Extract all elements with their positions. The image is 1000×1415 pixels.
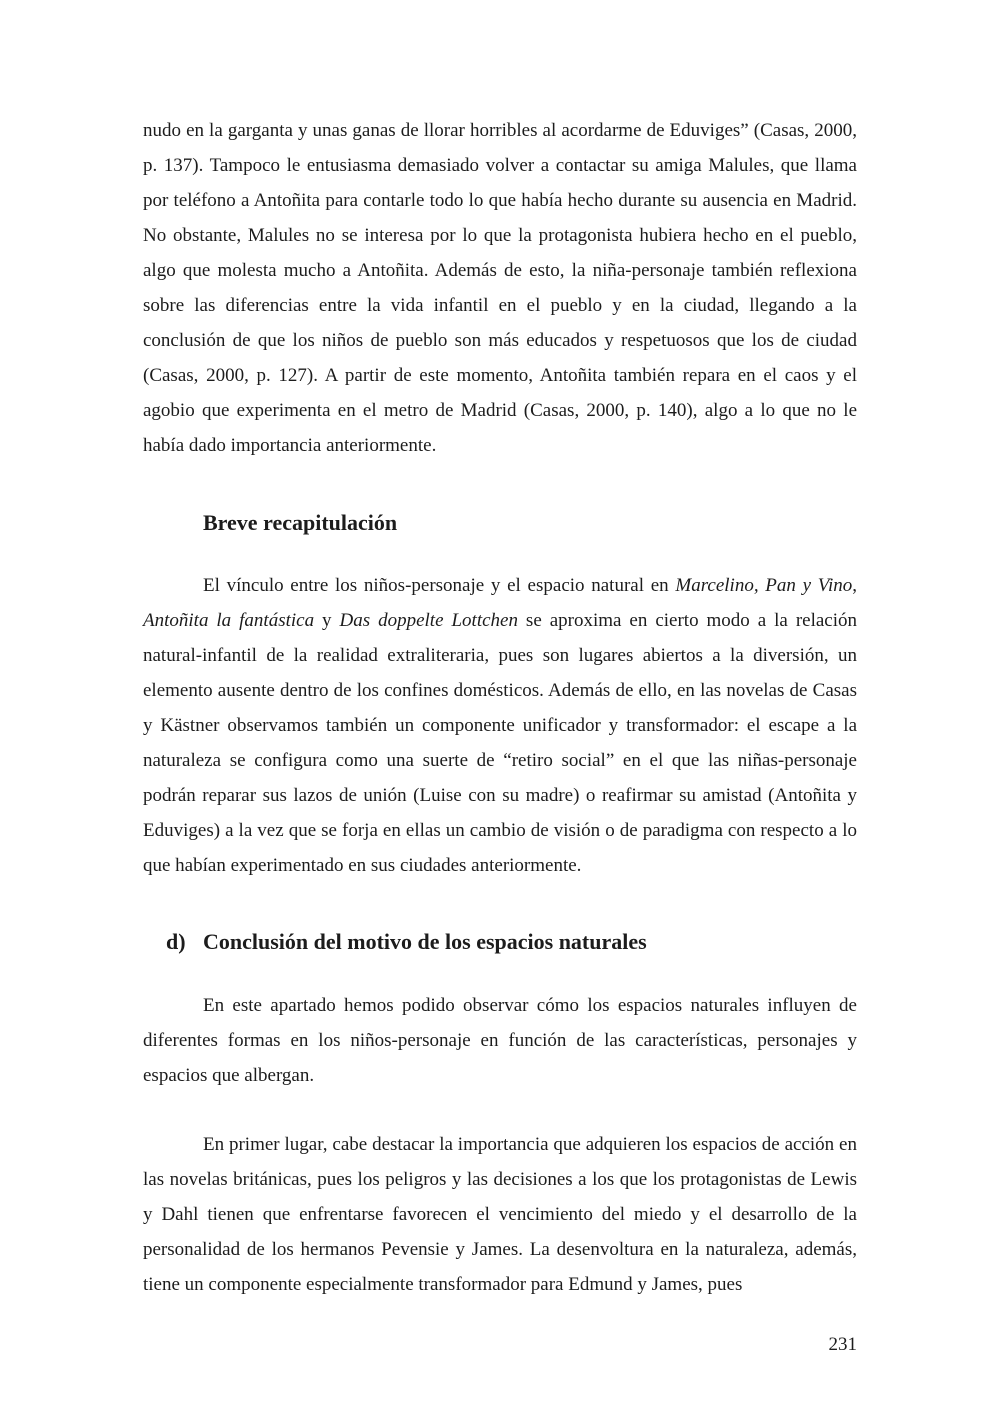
- book-title-marcelino: Marcelino, Pan y Vino: [675, 575, 853, 596]
- paragraph-first-point: En primer lugar, cabe destacar la importancia que adquieren los espacios de acción en las novelas británicas, pues los peligros y las decisiones a los que los protagonistas de Lewis y Dahl tienen que enfrentarse favorecen el vencimiento del miedo y el desarrollo de la personalidad de los hermanos Pevensie y James. La desenvoltura en la naturaleza, además, tiene un componente especialmente transformador para Edmund y James, pues: [143, 1134, 857, 1295]
- section-title: Conclusión del motivo de los espacios naturales: [203, 929, 647, 954]
- book-title-lottchen: Das doppelte Lottchen: [339, 610, 518, 631]
- section-heading: [166, 927, 647, 957]
- page-number: 231: [828, 1334, 857, 1355]
- paragraph-intro: En este apartado hemos podido observar cómo los espacios naturales influyen de diferentes formas en los niños-personaje en función de las características, personajes y espacios que albergan.: [143, 995, 857, 1086]
- paragraph-text: y: [314, 610, 340, 631]
- paragraph-text: se aproxima en cierto modo a la relación natural-infantil de la realidad extraliteraria, pues son lugares abiertos a la diversión, un elemento ausente dentro de los confines domésticos. Además de ello, en las novelas de Casas y Kästner observamos también un componente unificador y transformador: el escape a la naturaleza se configura como una suerte de “retiro social” en el que las niñas-personaje podrán reparar sus lazos de unión (Luise con su madre) o reafirmar su amistad (Antoñita y Eduviges) a la vez que se forja en ellas un cambio de visión o de paradigma con respecto a lo que habían experimentado en sus ciudades anteriormente.: [143, 610, 858, 876]
- paragraph-text: El vínculo entre los niños-personaje y el espacio natural en: [203, 575, 676, 596]
- paragraph-recapitulation: [143, 568, 857, 883]
- paragraph-text: ,: [852, 575, 857, 596]
- subheading-breve-recapitulacion: Breve recapitulación: [203, 510, 398, 535]
- section-number: d): [166, 929, 186, 954]
- book-title-antonita: Antoñita la fantástica: [143, 610, 315, 631]
- paragraph-continuation: nudo en la garganta y unas ganas de llorar horribles al acordarme de Eduviges” (Casas, 2000, p. 137). Tampoco le entusiasma demasiado volver a contactar su amiga Malules, que llama por teléfono a Antoñita para contarle todo lo que había hecho durante su ausencia en Madrid. No obstante, Malules no se interesa por lo que la protagonista hubiera hecho en el pueblo, algo que molesta mucho a Antoñita. Además de esto, la niña-personaje también reflexiona sobre las diferencias entre la vida infantil en el pueblo y en la ciudad, llegando a la conclusión de que los niños de pueblo son más educados y respetuosos que los de ciudad (Casas, 2000, p. 127). A partir de este momento, Antoñita también repara en el caos y el agobio que experimenta en el metro de Madrid (Casas, 2000, p. 140), algo a lo que no le había dado importancia anteriormente.: [143, 120, 857, 456]
